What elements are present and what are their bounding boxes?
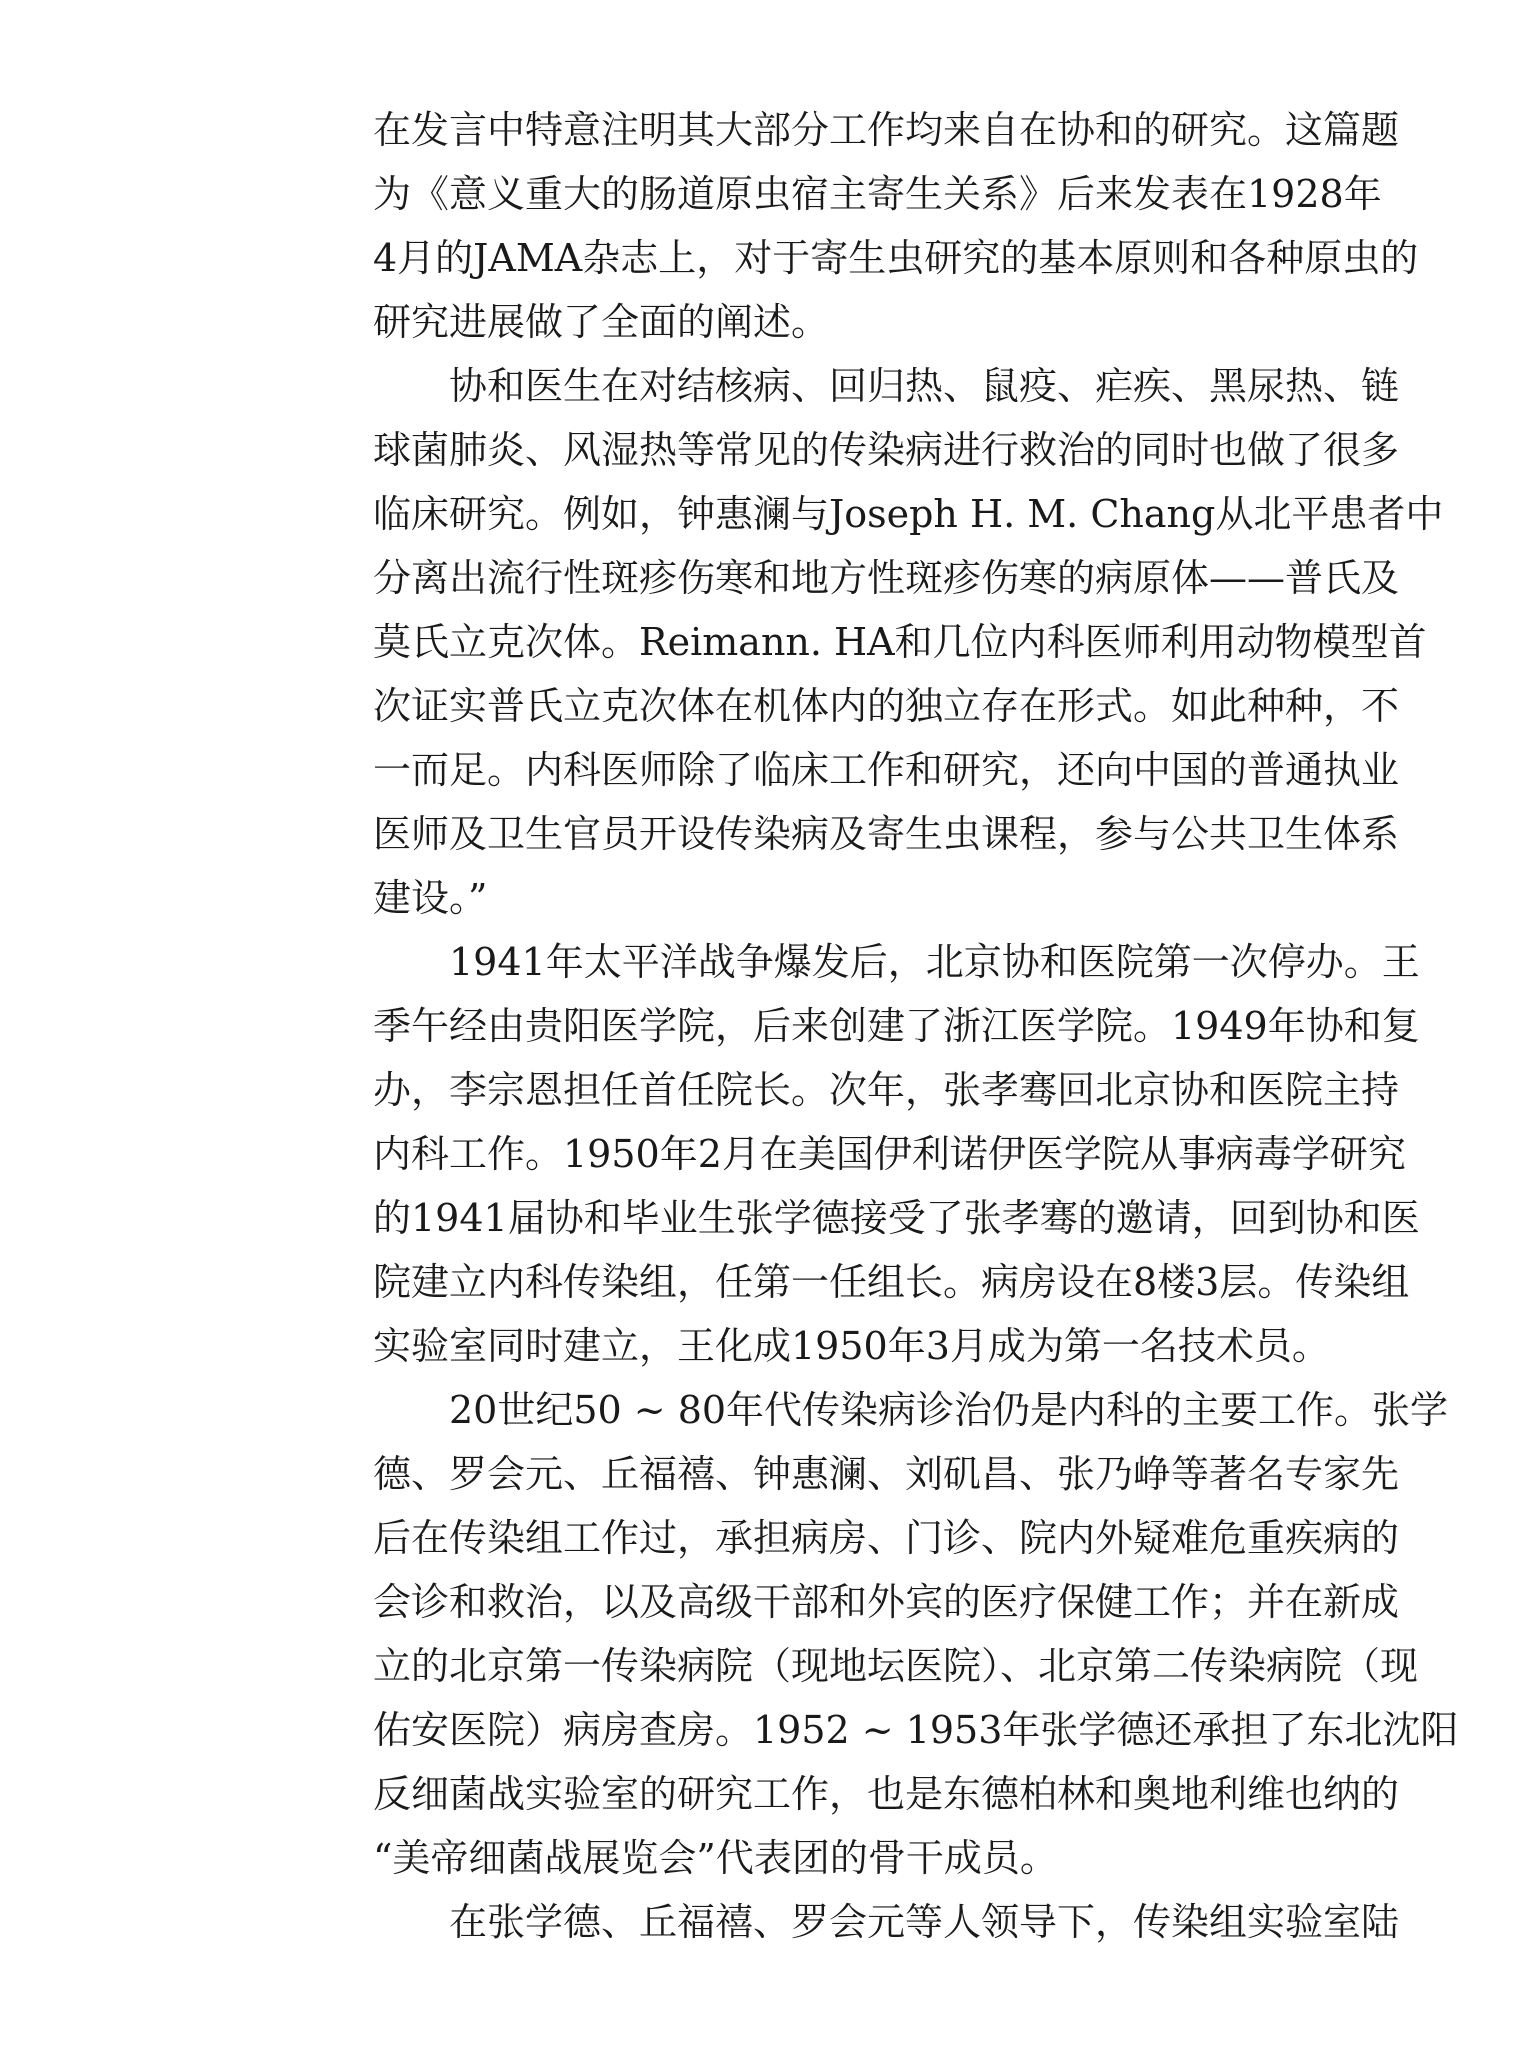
text-line: 研究进展做了全面的阐述。	[373, 300, 830, 344]
text-line: 的1941届协和毕业生张学德接受了张孝骞的邀请，回到协和医	[373, 1196, 1420, 1240]
text-line: 佑安医院）病房查房。1952 ~ 1953年张学德还承担了东北沈阳	[373, 1708, 1459, 1752]
text-line: 院建立内科传染组，任第一任组长。病房设在8楼3层。传染组	[373, 1260, 1410, 1304]
text-line: 临床研究。例如，钟惠澜与Joseph H. M. Chang从北平患者中	[373, 492, 1444, 536]
text-line: 1941年太平洋战争爆发后，北京协和医院第一次停办。王	[449, 940, 1420, 984]
text-line: 医师及卫生官员开设传染病及寄生虫课程，参与公共卫生体系	[373, 812, 1400, 856]
paragraph-2	[373, 354, 1444, 930]
paragraph-1	[373, 98, 1419, 354]
paragraph-5	[373, 1890, 1400, 1954]
text-line: 办，李宗恩担任首任院长。次年，张孝骞回北京协和医院主持	[373, 1068, 1400, 1112]
text-line: 20世纪50 ~ 80年代传染病诊治仍是内科的主要工作。张学	[449, 1388, 1449, 1432]
text-line: 分离出流行性斑疹伤寒和地方性斑疹伤寒的病原体——普氏及	[373, 556, 1400, 600]
text-line: 在发言中特意注明其大部分工作均来自在协和的研究。这篇题	[373, 108, 1400, 152]
text-line: 内科工作。1950年2月在美国伊利诺伊医学院从事病毒学研究	[373, 1132, 1406, 1176]
text-line: 季午经由贵阳医学院，后来创建了浙江医学院。1949年协和复	[373, 1004, 1420, 1048]
text-line: 球菌肺炎、风湿热等常见的传染病进行救治的同时也做了很多	[373, 428, 1400, 472]
text-line: 4月的JAMA杂志上，对于寄生虫研究的基本原则和各种原虫的	[373, 236, 1419, 280]
text-line: 后在传染组工作过，承担病房、门诊、院内外疑难危重疾病的	[373, 1516, 1400, 1560]
text-line: 建设。”	[373, 876, 488, 920]
text-line: 会诊和救治，以及高级干部和外宾的医疗保健工作；并在新成	[373, 1580, 1400, 1624]
text-line: 德、罗会元、丘福禧、钟惠澜、刘矶昌、张乃峥等著名专家先	[373, 1452, 1400, 1496]
text-line: 为《意义重大的肠道原虫宿主寄生关系》后来发表在1928年	[373, 172, 1382, 216]
text-line: 立的北京第一传染病院（现地坛医院）、北京第二传染病院（现	[373, 1644, 1419, 1688]
body-text	[373, 98, 1459, 1954]
paragraph-4	[373, 1378, 1459, 1890]
text-line: 在张学德、丘福禧、罗会元等人领导下，传染组实验室陆	[449, 1900, 1400, 1944]
text-line: 一而足。内科医师除了临床工作和研究，还向中国的普通执业	[373, 748, 1400, 792]
text-line: “美帝细菌战展览会”代表团的骨干成员。	[373, 1836, 1058, 1880]
text-line: 反细菌战实验室的研究工作，也是东德柏林和奥地利维也纳的	[373, 1772, 1400, 1816]
paragraph-3	[373, 930, 1420, 1378]
text-line: 次证实普氏立克次体在机体内的独立存在形式。如此种种，不	[373, 684, 1400, 728]
text-line: 协和医生在对结核病、回归热、鼠疫、疟疾、黑尿热、链	[449, 364, 1400, 408]
text-line: 莫氏立克次体。Reimann. HA和几位内科医师利用动物模型首	[373, 620, 1427, 664]
text-line: 实验室同时建立，王化成1950年3月成为第一名技术员。	[373, 1324, 1330, 1368]
